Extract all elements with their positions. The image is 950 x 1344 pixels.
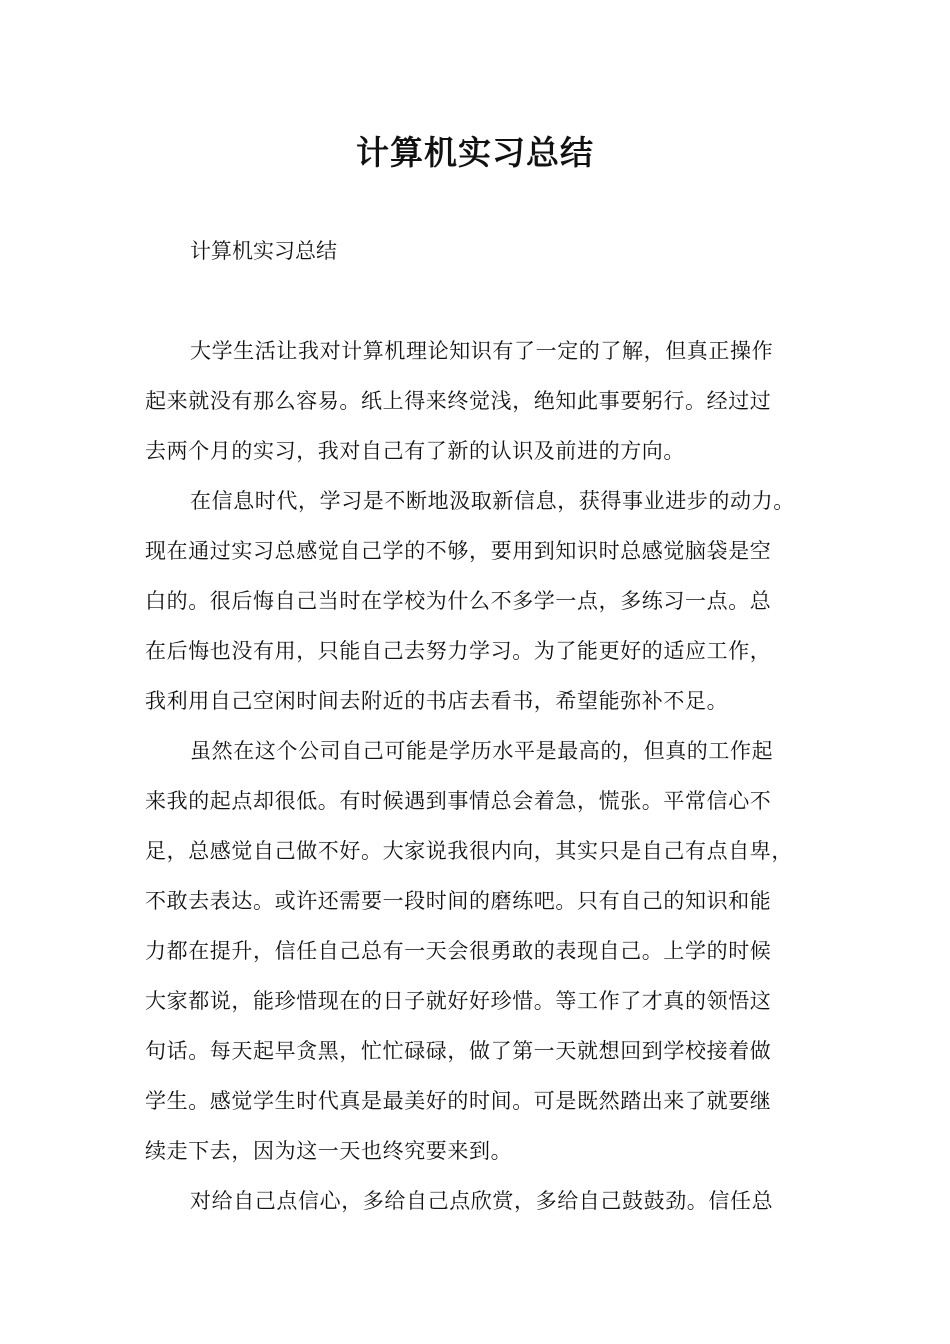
document-title: 计算机实习总结 (356, 133, 594, 172)
body-line: 足，总感觉自己做不好。大家说我很内向，其实只是自己有点自卑， (145, 839, 793, 863)
body-line: 虽然在这个公司自己可能是学历水平是最高的，但真的工作起 (190, 739, 774, 763)
body-line: 来我的起点却很低。有时候遇到事情总会着急，慌张。平常信心不 (145, 789, 772, 813)
body-line: 大学生活让我对计算机理论知识有了一定的了解，但真正操作 (190, 339, 774, 363)
body-line: 起来就没有那么容易。纸上得来终觉浅，绝知此事要躬行。经过过 (145, 389, 772, 413)
body-line: 在信息时代，学习是不断地汲取新信息，获得事业进步的动力。 (190, 489, 795, 513)
document-body (145, 333, 815, 1233)
body-line: 力都在提升，信任自己总有一天会很勇敢的表现自己。上学的时候 (145, 939, 772, 963)
body-line: 学生。感觉学生时代真是最美好的时间。可是既然踏出来了就要继 (145, 1089, 772, 1113)
body-line: 现在通过实习总感觉自己学的不够，要用到知识时总感觉脑袋是空 (145, 539, 772, 563)
body-line: 去两个月的实习，我对自己有了新的认识及前进的方向。 (145, 439, 685, 463)
body-line: 续走下去，因为这一天也终究要来到。 (145, 1139, 513, 1163)
body-line: 在后悔也没有用，只能自己去努力学习。为了能更好的适应工作， (145, 639, 772, 663)
body-line: 大家都说，能珍惜现在的日子就好好珍惜。等工作了才真的领悟这 (145, 989, 772, 1013)
body-line: 句话。每天起早贪黑，忙忙碌碌，做了第一天就想回到学校接着做 (145, 1039, 772, 1063)
body-line: 不敢去表达。或许还需要一段时间的磨练吧。只有自己的知识和能 (145, 889, 772, 913)
body-line: 白的。很后悔自己当时在学校为什么不多学一点，多练习一点。总 (145, 589, 772, 613)
body-line: 我利用自己空闲时间去附近的书店去看书，希望能弥补不足。 (145, 689, 729, 713)
document-subtitle: 计算机实习总结 (190, 239, 337, 263)
body-line: 对给自己点信心，多给自己点欣赏，多给自己鼓鼓劲。信任总 (190, 1189, 774, 1213)
